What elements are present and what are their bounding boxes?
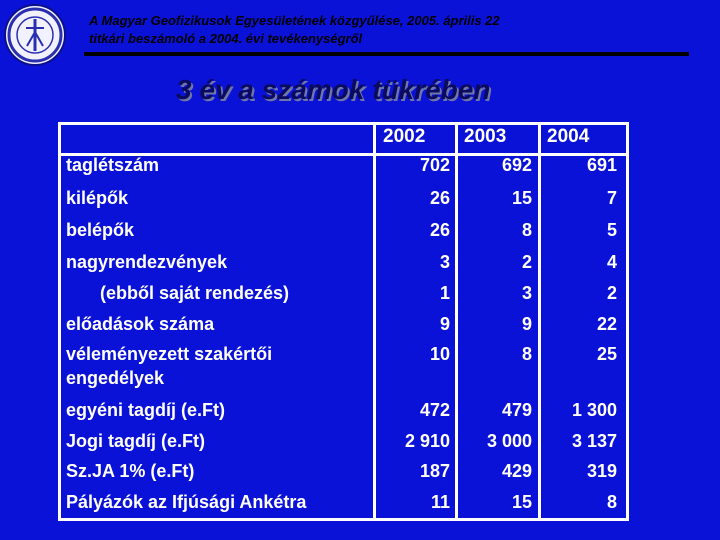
row-label: kilépők	[66, 188, 129, 208]
year-2003: 2003	[464, 126, 507, 147]
cell-value: 9	[439, 314, 450, 334]
cell-value: 702	[419, 155, 450, 175]
cell-value: 8	[521, 220, 532, 240]
year-2004: 2004	[547, 126, 590, 147]
year-2002: 2002	[383, 126, 426, 147]
row-label: belépők	[66, 220, 135, 240]
row-label-continued: engedélyek	[66, 368, 165, 388]
header-rule	[84, 52, 689, 56]
cell-value: 9	[521, 314, 532, 334]
row-label: taglétszám	[66, 155, 160, 175]
cell-value: 26	[429, 220, 450, 240]
cell-value: 692	[501, 155, 532, 175]
row-label: Sz.JA 1% (e.Ft)	[66, 461, 195, 481]
row-label: Jogi tagdíj (e.Ft)	[66, 431, 205, 451]
cell-value: 2 910	[404, 431, 450, 451]
cell-value: 691	[586, 155, 617, 175]
header-line-2: titkári beszámoló a 2004. évi tevékenységről	[89, 31, 363, 46]
cell-value: 15	[511, 188, 532, 208]
cell-value: 4	[606, 252, 617, 272]
cell-value: 10	[429, 344, 450, 364]
cell-value: 2	[606, 283, 617, 303]
cell-value: 1 300	[571, 400, 617, 420]
row-label: nagyrendezvények	[66, 252, 228, 272]
row-label: véleményezett szakértői	[66, 344, 273, 364]
cell-value: 3	[521, 283, 532, 303]
header	[89, 12, 500, 48]
cell-value: 187	[419, 461, 450, 481]
cell-value: 8	[606, 492, 617, 512]
cell-value: 479	[501, 400, 532, 420]
cell-value: 319	[586, 461, 617, 481]
cell-value: 26	[429, 188, 450, 208]
cell-value: 3	[439, 252, 450, 272]
cell-value: 22	[596, 314, 617, 334]
cell-value: 15	[511, 492, 532, 512]
row-label: előadások száma	[66, 314, 215, 334]
header-line-1: A Magyar Geofizikusok Egyesületének közgyűlése, 2005. április 22	[89, 13, 500, 28]
cell-value: 429	[501, 461, 532, 481]
row-label: (ebből saját rendezés)	[100, 283, 290, 303]
cell-value: 7	[606, 188, 617, 208]
cell-value: 8	[521, 344, 532, 364]
slide-title: 3 év a számok tükrében	[176, 74, 491, 105]
cell-value: 2	[521, 252, 532, 272]
cell-value: 11	[430, 492, 450, 512]
row-label: egyéni tagdíj (e.Ft)	[66, 400, 226, 420]
cell-value: 25	[596, 344, 617, 364]
society-logo	[4, 4, 66, 66]
cell-value: 3 000	[486, 431, 532, 451]
row-label: Pályázók az Ifjúsági Ankétra	[66, 492, 307, 512]
cell-value: 1	[439, 283, 450, 303]
cell-value: 5	[606, 220, 617, 240]
cell-value: 472	[419, 400, 450, 420]
cell-value: 3 137	[571, 431, 617, 451]
